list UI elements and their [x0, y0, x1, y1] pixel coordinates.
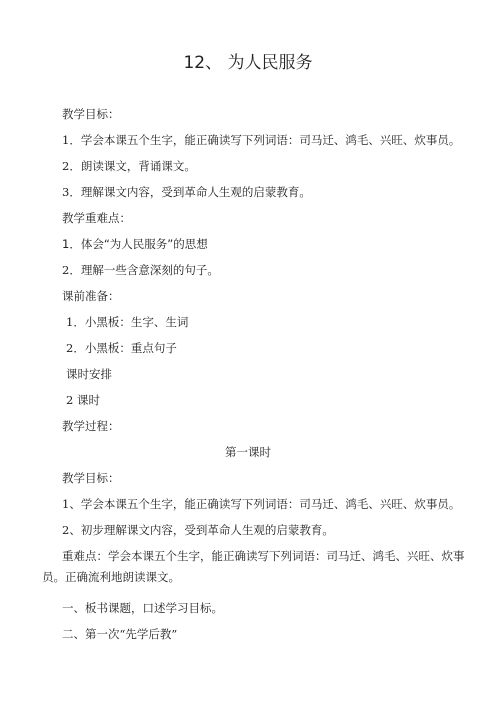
- lesson-goal-2: 2、初步理解课文内容，受到革命人生观的启蒙教育。: [62, 523, 334, 537]
- preparation-item-1: 1．小黑板：生字、生词: [66, 315, 189, 329]
- document-title: 12、 为人民服务: [183, 53, 313, 73]
- key-point-2: 2．理解一些含意深刻的句子。: [62, 263, 219, 277]
- preparation-item-2: 2．小黑板：重点句子: [66, 341, 177, 355]
- goals-heading: 教学目标：: [62, 107, 120, 121]
- lesson-goals-heading: 教学目标：: [62, 471, 120, 485]
- schedule-heading: 课时安排: [66, 367, 112, 381]
- goal-item-1: 1．学会本课五个生字，能正确读写下列词语：司马迁、鸿毛、兴旺、炊事员。: [62, 133, 461, 147]
- goal-item-3: 3．理解课文内容，受到革命人生观的启蒙教育。: [62, 185, 311, 199]
- focus-paragraph: 重难点：学会本课五个生字，能正确读写下列词语：司马迁、鸿毛、兴旺、炊事员。正确流利地朗读课文。: [42, 549, 465, 584]
- key-points-heading: 教学重难点：: [62, 211, 131, 225]
- preparation-heading: 课前准备：: [62, 289, 120, 303]
- step-2: 二、第一次“先学后教”: [62, 627, 178, 641]
- lesson-goal-1: 1、学会本课五个生字，能正确读写下列词语：司马迁、鸿毛、兴旺、炊事员。: [62, 497, 461, 511]
- lesson-title: 第一课时: [225, 445, 271, 459]
- process-heading: 教学过程：: [62, 419, 120, 433]
- schedule-value: 2 课时: [66, 393, 100, 407]
- key-point-1: 1．体会“为人民服务”的思想: [62, 237, 208, 251]
- goal-item-2: 2．朗读课文，背诵课文。: [62, 159, 196, 173]
- step-1: 一、板书课题，口述学习目标。: [62, 601, 223, 615]
